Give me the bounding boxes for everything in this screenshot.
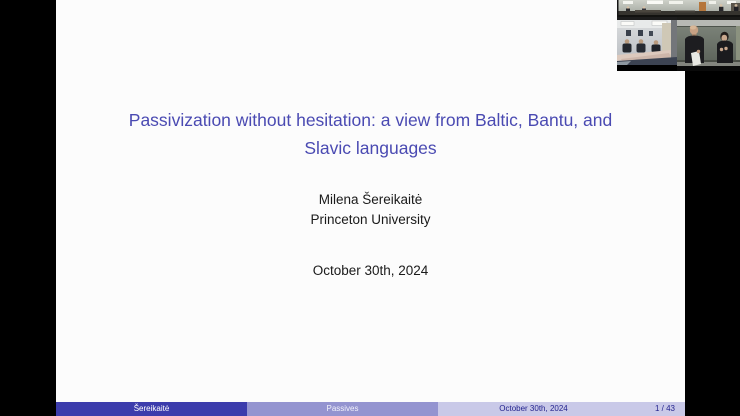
slide-title-line2: Slavic languages — [304, 138, 437, 158]
seated-people — [623, 39, 661, 52]
cam-top-border — [617, 17, 677, 20]
room-panorama-video[interactable] — [617, 0, 740, 17]
board-frame — [677, 26, 740, 27]
audience-room-video[interactable] — [617, 17, 677, 65]
presentation-slide — [56, 0, 685, 416]
cam-top-border — [677, 17, 740, 20]
board-right-edge — [736, 26, 740, 60]
footline-date: October 30th, 2024 — [499, 404, 568, 413]
author-affiliation: Princeton University — [310, 212, 431, 227]
audience-room-image — [617, 17, 677, 65]
wall-above-board — [677, 20, 740, 26]
slide-title-line1: Passivization without hesitation: a view from Baltic, Bantu, and — [128, 110, 613, 130]
cam-bottom-black — [677, 66, 740, 71]
slide-date: October 30th, 2024 — [312, 263, 429, 278]
footline-date-box — [438, 402, 685, 416]
author-block — [56, 190, 685, 230]
footline-section: Passives — [247, 402, 438, 416]
author-name: Milena Šereikaitė — [318, 192, 423, 207]
beamer-footline — [56, 402, 685, 416]
slide-title — [56, 106, 685, 162]
presenters-image — [677, 17, 740, 71]
webcam-cluster — [617, 0, 740, 71]
footline-slide-number: 1 / 43 — [654, 404, 675, 413]
room-panorama-image — [617, 0, 740, 17]
presenters-chalkboard-video[interactable] — [677, 17, 740, 71]
strip-left-border — [617, 0, 619, 17]
footline-author: Šereikaitė — [56, 402, 247, 416]
